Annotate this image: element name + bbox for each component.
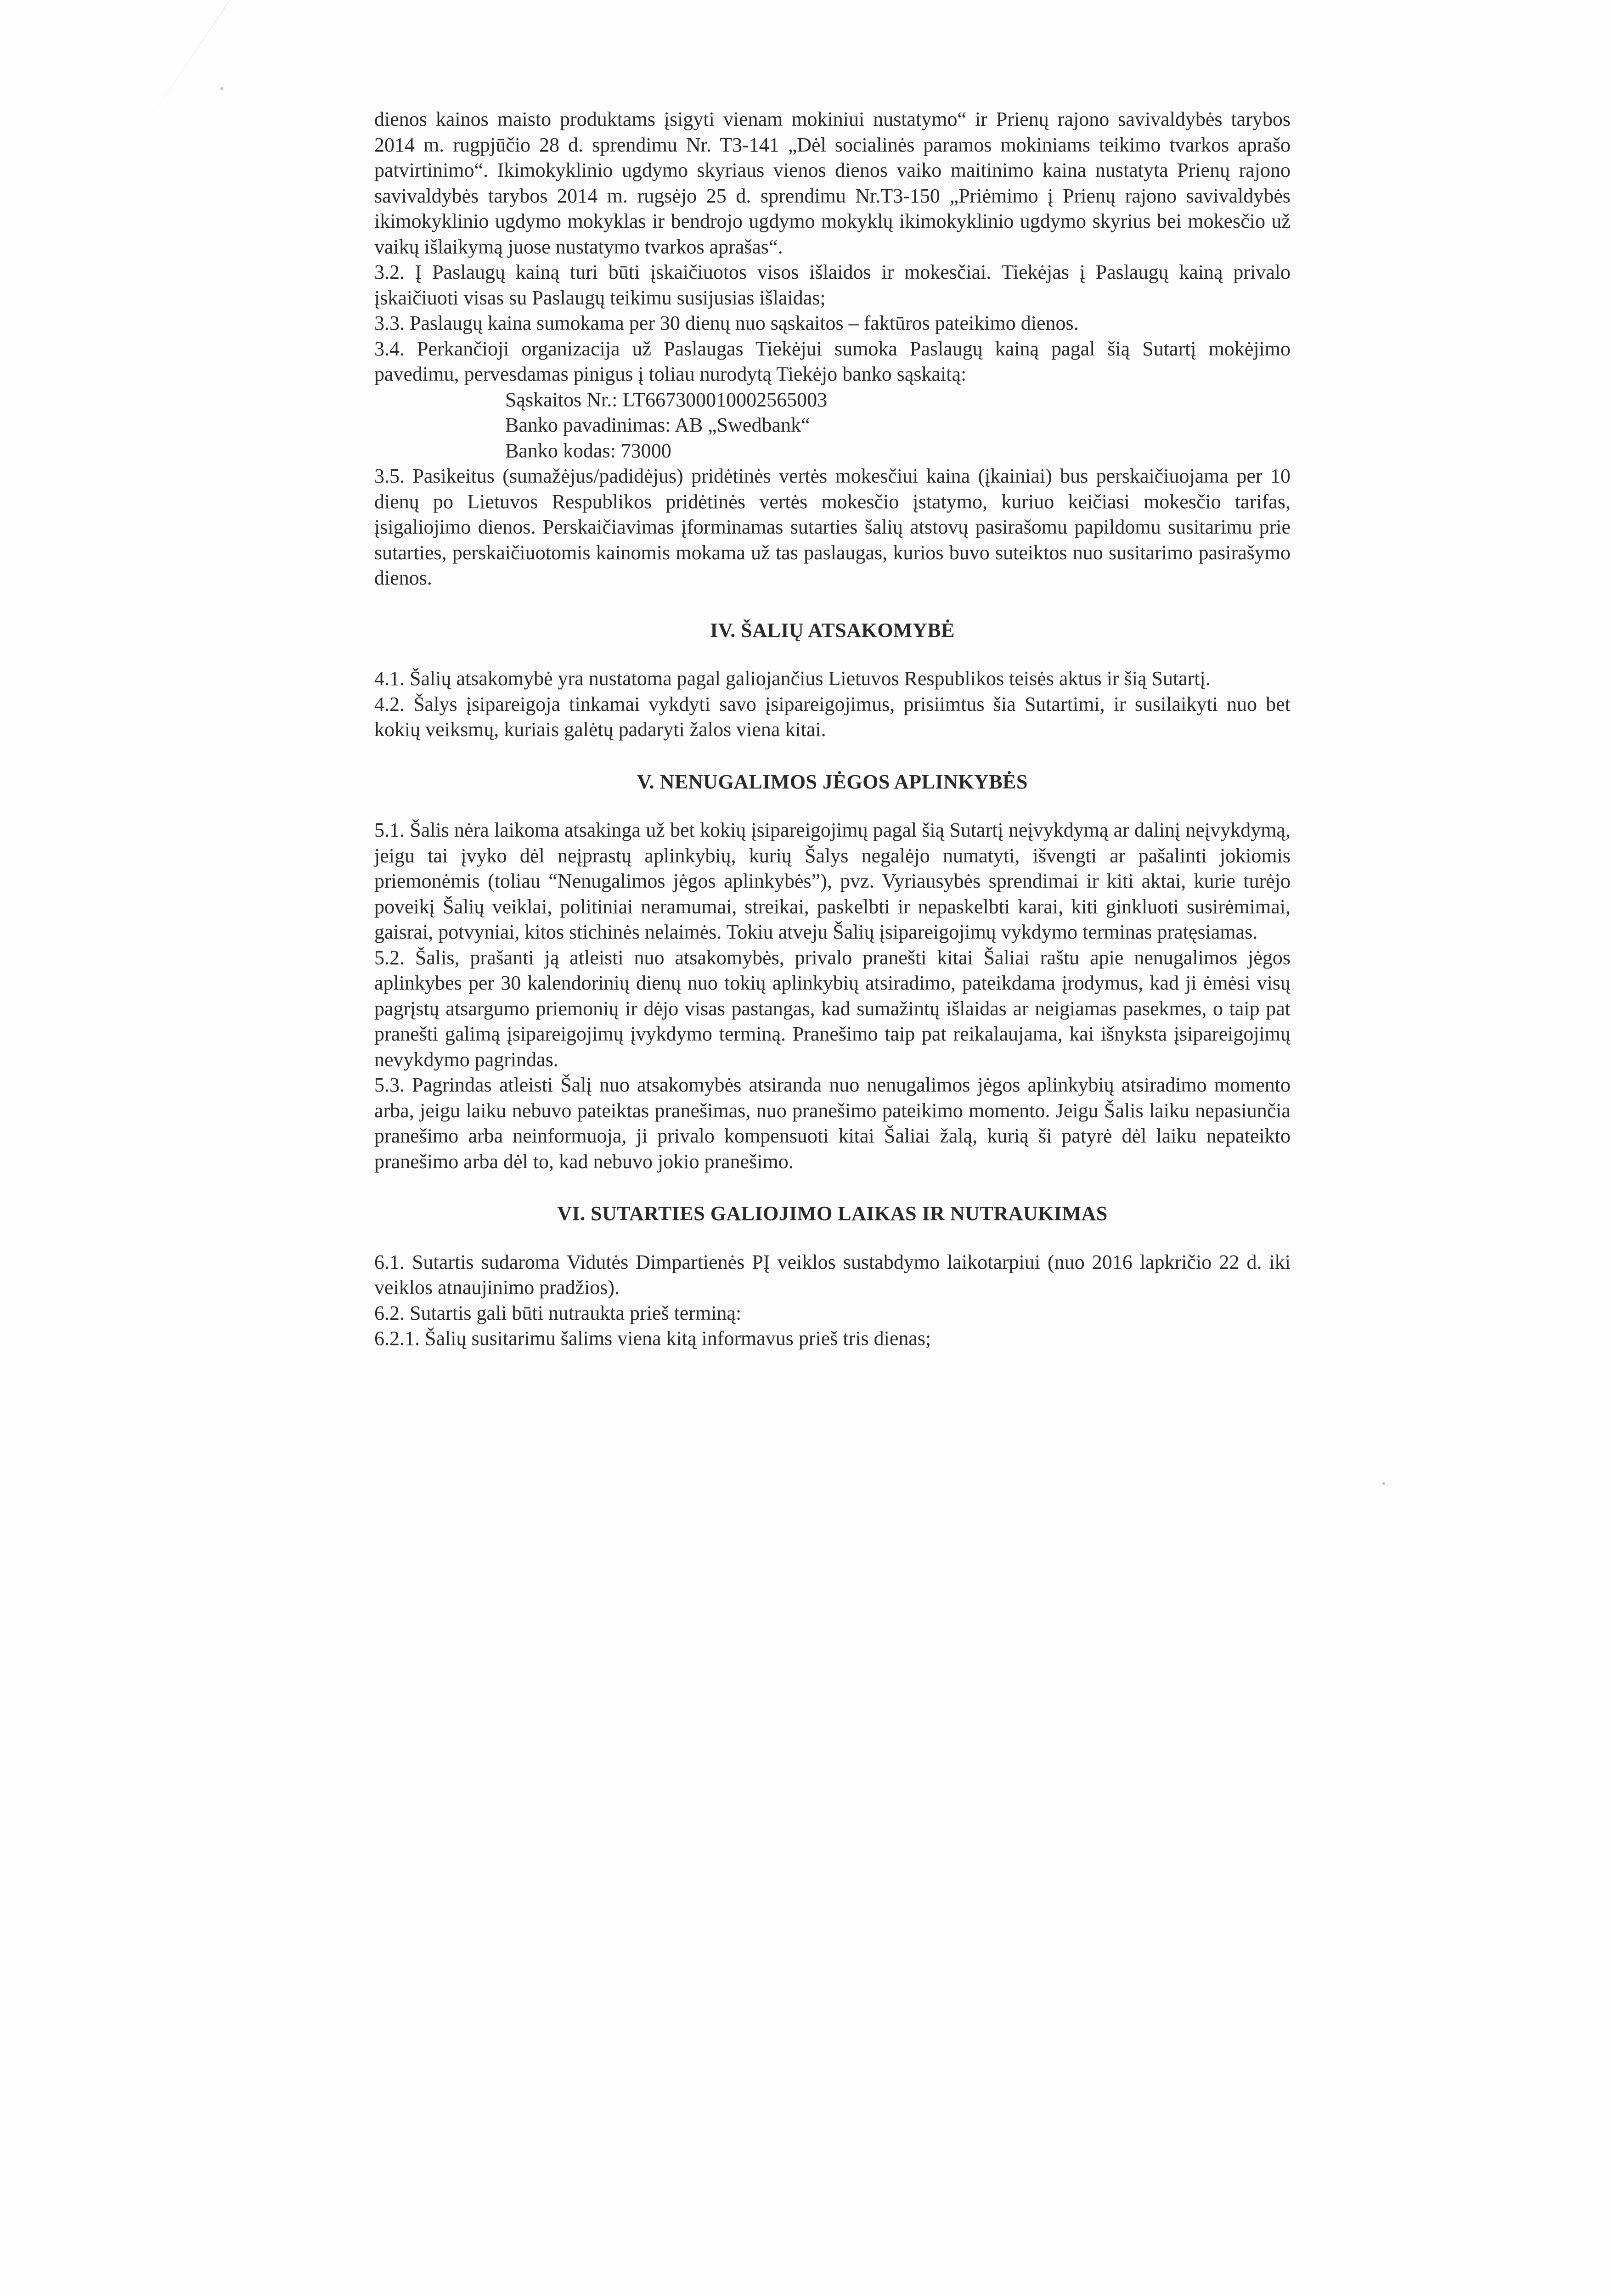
clause-3-3: 3.3. Paslaugų kaina sumokama per 30 dienų nuo sąskaitos – faktūros pateikimo dienos.: [374, 312, 1079, 334]
clause-6-1: 6.1. Sutartis sudaroma Vidutės Dimpartienės PĮ veiklos sustabdymo laikotarpiui (nuo 2016 lapkričio 22 d. iki veiklos atnaujinimo pradžios).: [374, 1250, 1291, 1299]
bank-account: Sąskaitos Nr.: LT667300010002565003: [505, 388, 828, 411]
clause-6-2: 6.2. Sutartis gali būti nutraukta prieš terminą:: [374, 1301, 742, 1324]
scan-fold-mark: [145, 0, 230, 126]
section-iv-title: IV. ŠALIŲ ATSAKOMYBĖ: [710, 619, 955, 642]
section-v-title: V. NENUGALIMOS JĖGOS APLINKYBĖS: [637, 770, 1028, 793]
bank-code: Banko kodas: 73000: [505, 439, 671, 462]
section-vi-title: VI. SUTARTIES GALIOJIMO LAIKAS IR NUTRAUKIMAS: [557, 1202, 1108, 1225]
clause-3-4: 3.4. Perkančioji organizacija už Paslaugas Tiekėjui sumoka Paslaugų kainą pagal šią Sutartį mokėjimo pavedimu, pervesdamas pinigus į toliau nurodytą Tiekėjo banko sąskaitą:: [374, 337, 1291, 385]
scan-speck: [220, 87, 223, 90]
scan-speck: [1382, 1482, 1385, 1485]
clause-4-1: 4.1. Šalių atsakomybė yra nustatoma pagal galiojančius Lietuvos Respublikos teisės aktus ir šią Sutartį.: [374, 667, 1211, 690]
clause-5-3: 5.3. Pagrindas atleisti Šalį nuo atsakomybės atsiranda nuo nenugalimos jėgos aplinkybių atsiradimo momento arba, jeigu laiku nebuvo pateiktas pranešimas, nuo pranešimo pateikimo momento. Jeigu Šalis laiku nepasiunčia pranešimo arba neinformuoja, ji privalo kompensuoti kitai Šaliai žalą, kurią ši patyrė dėl laiku nepateikto pranešimo arba dėl to, kad nebuvo jokio pranešimo.: [374, 1074, 1291, 1173]
intro-paragraph: dienos kainos maisto produktams įsigyti vienam mokiniui nustatymo“ ir Prienų rajono savivaldybės tarybos 2014 m. rugpjūčio 28 d. sprendimu Nr. T3-141 „Dėl socialinės paramos mokiniams teikimo tvarkos aprašo patvirtinimo“. Ikimokyklinio ugdymo skyriaus vienos dienos vaiko maitinimo kaina nustatyta Prienų rajono savivaldybės tarybos 2014 m. rugsėjo 25 d. sprendimu Nr.T3-150 „Priėmimo į Prienų rajono savivaldybės ikimokyklinio ugdymo mokyklas ir bendrojo ugdymo mokyklų ikimokyklinio ugdymo skyrius bei mokesčio už vaikų išlaikymą juose nustatymo tvarkos aprašas“.: [374, 108, 1291, 258]
clause-4-2: 4.2. Šalys įsipareigoja tinkamai vykdyti savo įsipareigojimus, prisiimtus šia Sutartimi, ir susilaikyti nuo bet kokių veiksmų, kuriais galėtų padaryti žalos viena kitai.: [374, 692, 1291, 741]
clause-3-5: 3.5. Pasikeitus (sumažėjus/padidėjus) pridėtinės vertės mokesčiui kaina (įkainiai) bus perskaičiuojama per 10 dienų po Lietuvos Respublikos pridėtinės vertės mokesčio įstatymo, kuriuo keičiasi mokesčio tarifas, įsigaliojimo dienos. Perskaičiavimas įforminamas sutarties šalių atstovų pasirašomu papildomu susitarimu prie sutarties, perskaičiuotomis kainomis mokama už tas paslaugas, kurios buvo suteiktos nuo susitarimo pasirašymo dienos.: [374, 465, 1291, 589]
clause-5-2: 5.2. Šalis, prašanti ją atleisti nuo atsakomybės, privalo pranešti kitai Šaliai raštu apie nenugalimos jėgos aplinkybes per 30 kalendorinių dienų nuo tokių aplinkybių atsiradimo, pateikdama įrodymus, kad ji ėmėsi visų pagrįstų atsargumo priemonių ir dėjo visas pastangas, kad sumažintų išlaidas ar neigiamas pasekmes, o taip pat pranešti galimą įsipareigojimų įvykdymo terminą. Pranešimo taip pat reikalaujama, kai išnyksta įsipareigojimų nevykdymo pagrindas.: [374, 946, 1291, 1071]
clause-3-2: 3.2. Į Paslaugų kainą turi būti įskaičiuotos visos išlaidos ir mokesčiai. Tiekėjas į Paslaugų kainą privalo įskaičiuoti visas su Paslaugų teikimu susijusias išlaidas;: [374, 261, 1291, 309]
bank-name: Banko pavadinimas: AB „Swedbank“: [505, 414, 810, 436]
document-body: [374, 107, 1291, 1351]
clause-5-1: 5.1. Šalis nėra laikoma atsakinga už bet kokių įsipareigojimų pagal šią Sutartį neįvykdymą ar dalinį neįvykdymą, jeigu tai įvyko dėl neįprastų aplinkybių, kurių Šalys negalėjo numatyti, išvengti ar pašalinti jokiomis priemonėmis (toliau “Nenugalimos jėgos aplinkybės”), pvz. Vyriausybės sprendimai ir kiti aktai, kurie turėjo poveikį Šalių veiklai, politiniai neramumai, streikai, paskelbti ir nepaskelbti karai, kiti ginkluoti susirėmimai, gaisrai, potvyniai, kitos stichinės nelaimės. Tokiu atveju Šalių įsipareigojimų vykdymo terminas pratęsiamas.: [374, 819, 1291, 943]
clause-6-2-1: 6.2.1. Šalių susitarimu šalims viena kitą informavus prieš tris dienas;: [374, 1327, 931, 1350]
